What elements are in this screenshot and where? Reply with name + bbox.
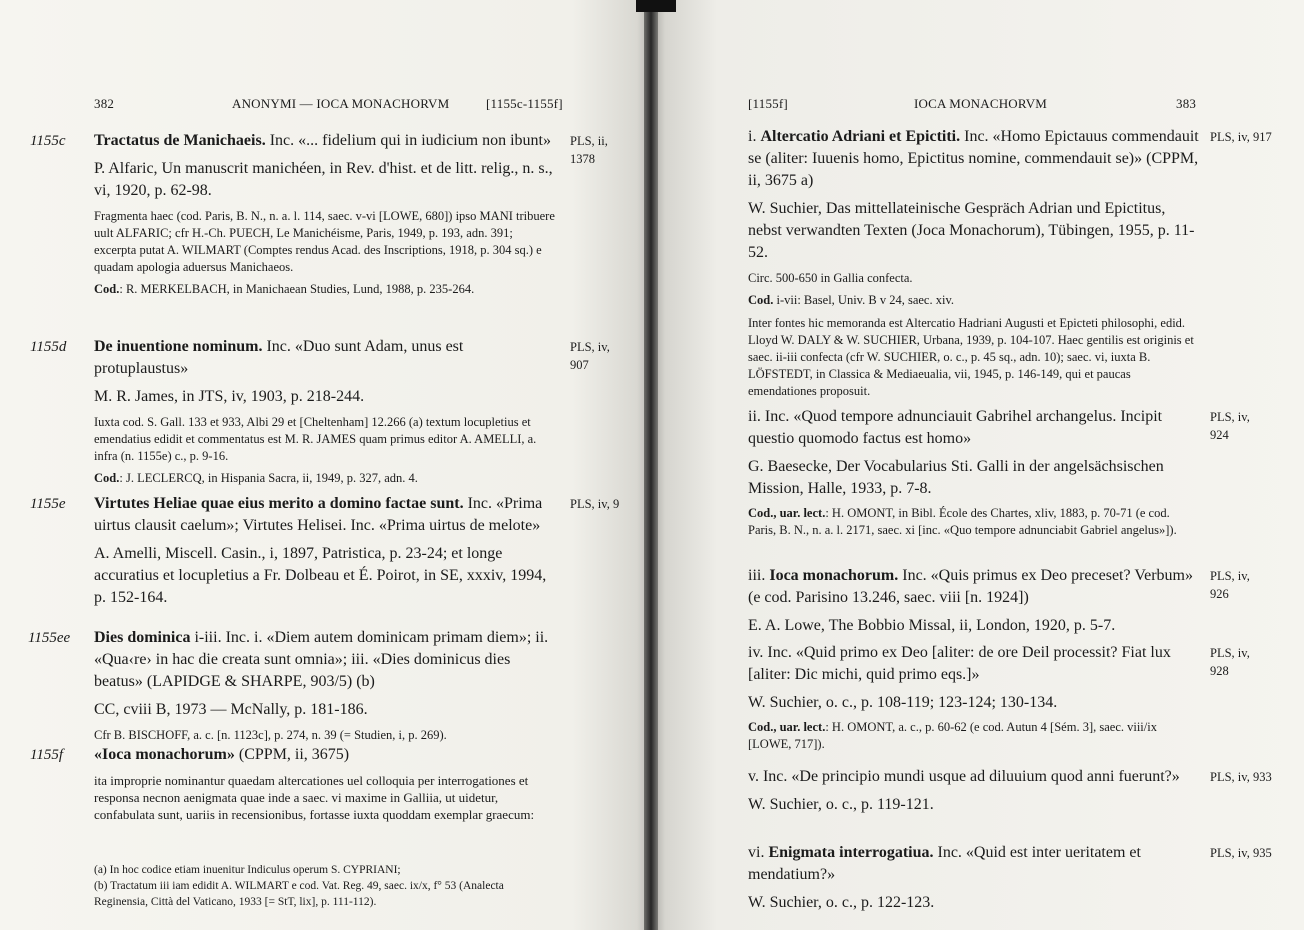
entry-codices: Cod.: R. MERKELBACH, in Manichaean Studies, Lund, 1988, p. 235-264. — [94, 282, 475, 296]
entry-title: Dies dominica — [94, 629, 191, 646]
entry-vi: vi. Enigmata interrogatiua. Inc. «Quid est inter ueritatem et mendatium?» W. Suchier, o. c., p. 122-123. PLS, iv, 935 — [748, 842, 1200, 914]
entry-citation: P. Alfaric, Un manuscrit manichéen, in Rev. d'hist. et de litt. relig., n. s., vi, 1920, p. 62-98. — [94, 160, 553, 199]
entry-number: 1155c — [30, 133, 66, 149]
left-page — [0, 0, 650, 930]
entry-incipit: (CPPM, ii, 3675) — [238, 746, 350, 763]
entry-incipit: Inc. «Quod tempore adnunciauit Gabrihel archangelus. Incipit questio quomodo factus est homo» — [748, 408, 1163, 447]
entry-note: Circ. 500-650 in Gallia confecta. — [748, 271, 913, 285]
entry-note: Cfr B. BISCHOFF, a. c. [n. 1123c], p. 274, n. 39 (= Studien, i, p. 269). — [94, 728, 447, 742]
entry-number: 1155ee — [28, 630, 71, 646]
entry-incipit: Inc. «... fidelium qui in iudicium non ibunt» — [269, 132, 551, 149]
book-gutter — [644, 0, 658, 930]
entry-citation: W. Suchier, Das mittellateinische Gespräch Adrian und Epictitus, nebst verwandten Texten (Joca Monachorum), Tübingen, 1955, p. 11-52. — [748, 200, 1195, 261]
entry-title: Ioca monachorum. — [769, 567, 899, 584]
entry-number: 1155e — [30, 496, 66, 512]
right-page — [652, 0, 1304, 930]
entry-note-2: Inter fontes hic memoranda est Altercatio Hadriani Augusti et Epicteti philosophi, edid. Lloyd W. DALY & W. SUCHIER, Urbana, 1939, p. 104-107. Haec gentilis est originis et saec. ii-iii confecta (cfr W. SUCHIER, o. c., p. 45 sq., adn. 10); saec. vi, iuxta B. LÖFSTEDT, in Classica & Mediaeualia, vii, 1945, p. 146-149, qui et paucas emendationes proposuit. — [748, 316, 1194, 398]
entry-incipit: Inc. «Quid est inter ueritatem et mendatium?» — [748, 844, 1141, 883]
entry-citation: W. Suchier, o. c., p. 119-121. — [748, 796, 934, 813]
entry-title: Altercatio Adriani et Epictiti. — [760, 128, 961, 145]
gutter-shadow — [636, 0, 676, 12]
entry-citation: W. Suchier, o. c., p. 122-123. — [748, 894, 935, 911]
entry-1155ee — [28, 627, 558, 744]
entry-note: Fragmenta haec (cod. Paris, B. N., n. a. l. 114, saec. v-vi [LOWE, 680]) ipso MANI tribuere uult ALFARIC; cfr H.-Ch. PUECH, Le Manichéisme, Paris, 1949, p. 193, adn. 391; excerpta putat A. WILMART (Comptes rendus Acad. des Inscriptions, 1918, p. 304 sq.) e quadam apologia aduersus Manichaeos. — [94, 209, 555, 274]
page-number: 383 — [1176, 96, 1197, 111]
entry-1155d — [30, 336, 610, 487]
pls-reference: PLS, iv, 907 — [570, 340, 610, 372]
entry-title: Virtutes Heliae quae eius merito a domino factae sunt. — [94, 495, 464, 512]
page-number: 382 — [94, 96, 115, 111]
entry-iv: iv. Inc. «Quid primo ex Deo [aliter: de ore Deil processit? Fiat lux [aliter: Dic michi, quid primo eqs.]» W. Suchier, o. c., p. 108-119; 123-124; 130-134. Cod., uar. lect.: H. OMONT, a. c., p. 60-62 (e cod. Autun 4 [Sém. 3], saec. viii/ix [LOWE, 717]). PLS, iv, 928 — [748, 642, 1200, 753]
running-title: IOCA MONACHORVM — [914, 96, 1048, 111]
entry-incipit: i-iii. Inc. i. «Diem autem dominicam primam diem»; ii. «Qua‹re› in hac die creata sunt omnia»; iii. «Dies dominicus dies beatus» (LAPIDGE & SHARPE, 903/5) (b) — [94, 629, 549, 690]
entry-1155f — [30, 744, 558, 823]
pls-reference: PLS, iv, 9 — [570, 497, 620, 511]
pls-reference: PLS, iv, 935 — [1210, 846, 1272, 860]
entry-v: v. Inc. «De principio mundi usque ad diluuium quod anni fuerunt?» W. Suchier, o. c., p. 119-121. PLS, iv, 933 — [748, 766, 1200, 816]
entry-incipit: Inc. «Quis primus ex Deo preceset? Verbum» (e cod. Parisino 13.246, saec. viii [n. 1924]) — [748, 567, 1193, 606]
footnote-b: (b) Tractatum iii iam edidit A. WILMART e cod. Vat. Reg. 49, saec. ix/x, f° 53 (Analecta Reginensia, Città del Vaticano, 1933 [= StT, lix], p. 111-112). — [94, 880, 504, 908]
entry-citation: M. R. James, in JTS, iv, 1903, p. 218-244. — [94, 388, 365, 405]
pls-reference: PLS, iv, 917 — [1210, 130, 1272, 144]
entry-incipit: Inc. «Quid primo ex Deo [aliter: de ore Deil processit? Fiat lux [aliter: Dic michi, quid primo eqs.]» — [748, 644, 1171, 683]
entry-incipit: Inc. «De principio mundi usque ad diluuium quod anni fuerunt?» — [762, 768, 1180, 785]
entry-citation: CC, cviii B, 1973 — McNally, p. 181-186. — [94, 701, 368, 718]
entry-iii: iii. Ioca monachorum. Inc. «Quis primus ex Deo preceset? Verbum» (e cod. Parisino 13.246, saec. viii [n. 1924]) E. A. Lowe, The Bobbio Missal, ii, London, 1920, p. 5-7. PLS, iv, 926 — [748, 565, 1200, 637]
entry-number: 1155d — [30, 339, 67, 355]
entry-note: Iuxta cod. S. Gall. 133 et 933, Albi 29 et [Cheltenham] 12.266 (a) textum locupletius et emendatius edidit et commentatus est M. R. JAMES quam primus editor A. AMELLI, a. infra (n. 1155e) c., p. 9-16. — [94, 415, 537, 463]
entry-incipit: Inc. «Homo Epictauus commendauit se (aliter: Iuuenis homo, Epictitus nomine, commendauit se)» (CPPM, ii, 3675 a) — [748, 128, 1199, 189]
pls-reference: PLS, iv, 928 — [1210, 646, 1250, 678]
entry-range: [1155c-1155f] — [486, 96, 563, 111]
entry-citation: A. Amelli, Miscell. Casin., i, 1897, Patristica, p. 23-24; et longe accuratius et locupletius a Fr. Dolbeau et É. Poirot, in SE, xxxiv, 1994, p. 152-164. — [94, 545, 547, 606]
entry-incipit: Inc. «Duo sunt Adam, unus est protuplaustus» — [94, 338, 464, 377]
entry-title: «Ioca monachorum» — [94, 746, 235, 763]
pls-reference: PLS, iv, 924 — [1210, 410, 1250, 442]
entry-number: 1155f — [30, 747, 64, 763]
entry-codices: Cod., uar. lect.: H. OMONT, a. c., p. 60-62 (e cod. Autun 4 [Sém. 3], saec. viii/ix [LOWE, 717]). — [748, 720, 1157, 751]
entry-1155e — [30, 493, 620, 609]
entry-citation: E. A. Lowe, The Bobbio Missal, ii, London, 1920, p. 5-7. — [748, 617, 1116, 634]
entry-codices: Cod., uar. lect.: H. OMONT, in Bibl. École des Chartes, xliv, 1883, p. 70-71 (e cod. Paris, B. N., n. a. l. 2171, saec. xi [inc. «Quo tempore adnunciabit Gabriel angelus»]). — [748, 506, 1177, 537]
entry-incipit: Inc. «Prima uirtus clausit caelum»; Virtutes Helisei. Inc. «Prima uirtus de melote» — [94, 495, 543, 534]
footnotes — [94, 862, 558, 910]
pls-reference: PLS, iv, 933 — [1210, 770, 1272, 784]
footnote-a: (a) In hoc codice etiam inuenitur Indiculus operum S. CYPRIANI; — [94, 864, 401, 876]
entry-note: ita improprie nominantur quaedam altercationes uel colloquia per interrogationes et responsa necnon aenigmata quae inde a saec. vi maxime in Galliia, ut uidetur, confabulata sunt, uariis in recensionibus, fortasse iuxta quoddam exemplar graecum: — [94, 773, 535, 822]
entry-title: De inuentione nominum. — [94, 338, 263, 355]
entry-codices: Cod.: J. LECLERCQ, in Hispania Sacra, ii, 1949, p. 327, adn. 4. — [94, 471, 418, 485]
entry-title: Enigmata interrogatiua. — [768, 844, 934, 861]
entry-title: Tractatus de Manichaeis. — [94, 132, 266, 149]
pls-reference: PLS, ii, 1378 — [570, 134, 608, 166]
entry-citation: W. Suchier, o. c., p. 108-119; 123-124; 130-134. — [748, 694, 1058, 711]
entry-1155c — [30, 130, 608, 298]
entry-range: [1155f] — [748, 96, 788, 111]
entry-codices: Cod. i-vii: Basel, Univ. B v 24, saec. xiv. — [748, 293, 955, 307]
entry-citation: G. Baesecke, Der Vocabularius Sti. Galli in der angelsächsischen Mission, Halle, 1933, p. 7-8. — [748, 458, 1164, 497]
entry-ii: ii. Inc. «Quod tempore adnunciauit Gabrihel archangelus. Incipit questio quomodo factus est homo» G. Baesecke, Der Vocabularius Sti. Galli in der angelsächsischen Mission, Halle, 1933, p. 7-8. Cod., uar. lect.: H. OMONT, in Bibl. École des Chartes, xliv, 1883, p. 70-71 (e cod. Paris, B. N., n. a. l. 2171, saec. xi [inc. «Quo tempore adnunciabit Gabriel angelus»]). PLS, iv, 924 — [748, 406, 1200, 539]
pls-reference: PLS, iv, 926 — [1210, 569, 1250, 601]
running-title: ANONYMI — IOCA MONACHORVM — [232, 96, 450, 111]
entry-i: i. Altercatio Adriani et Epictiti. Inc. «Homo Epictauus commendauit se (aliter: Iuuenis homo, Epictitus nomine, commendauit se)» (CPPM, ii, 3675 a) W. Suchier, Das mittellateinische Gespräch Adrian und Epictitus, nebst verwandten Texten (Joca Monachorum), Tübingen, 1955, p. 11-52. Circ. 500-650 in Gallia confecta. Cod. i-vii: Basel, Univ. B v 24, saec. xiv. Inter fontes hic memoranda est Altercatio Hadriani Augusti et Epicteti philosophi, edid. Lloyd W. DALY & W. SUCHIER, Urbana, 1939, p. 104-107. Haec gentilis est originis et saec. ii-iii confecta (cfr W. SUCHIER, o. c., p. 45 sq., adn. 10); saec. vi, iuxta B. LÖFSTEDT, in Classica & Mediaeualia, vii, 1945, p. 146-149, qui et paucas emendationes proposuit. PLS, iv, 917 — [748, 128, 1272, 398]
